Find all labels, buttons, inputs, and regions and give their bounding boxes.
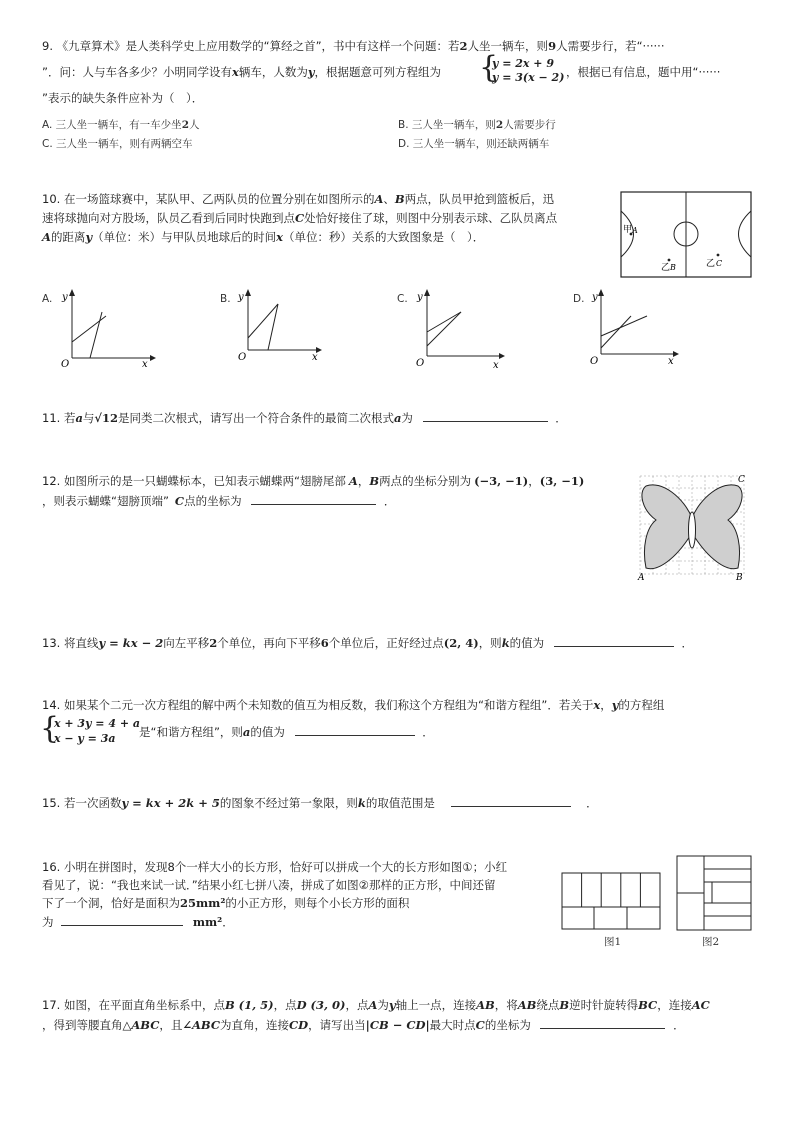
q11-answer-blank[interactable]	[423, 409, 548, 422]
q17-answer-blank[interactable]	[540, 1016, 665, 1029]
butterfly-right-wing	[692, 485, 742, 569]
q12-line-1: 12. 如图所示的是一只蝴蝶标本，已知表示蝴蝶两“翅膀尾部 A，B两点的坐标分别为 (−3, −1)，(3, −1)	[42, 474, 585, 488]
q17-line-2: ，得到等腰直角△ABC，且∠ABC为直角，连接CD，请写出当|CB − CD|最大时点C的坐标为 ．	[42, 1018, 685, 1032]
q14-line-1: 14. 如果某个二元一次方程组的解中两个未知数的值互为相反数，我们称这个方程组为“和谐方程组”．若关于x，y的方程组	[42, 698, 665, 712]
q16-line-2: 看见了，说：“我也来试一试．”结果小红七拼八凑，拼成了如图②那样的正方形，中间还留	[42, 878, 496, 892]
q9-option-d: D. 三人坐一辆车，则还缺两辆车	[398, 138, 550, 150]
fig1-caption: 图1	[604, 936, 622, 948]
butterfly-left-wing	[642, 485, 692, 569]
butterfly-figure	[632, 470, 754, 584]
graph-d-x-label: x	[668, 356, 674, 367]
q10-line-2: 速将球抛向对方股场，队员乙看到后同时快跑到点C处恰好接住了球，则图中分别表示球、乙队员离点	[42, 211, 558, 225]
q17-line-1: 17. 如图，在平面直角坐标系中，点B (1, 5)，点D (3, 0)，点A为y轴上一点，连接AB，将AB绕点B逆时针旋转得BC，连接AC	[42, 998, 710, 1012]
q9-system-eq2: y = 3(x − 2)	[492, 71, 565, 84]
court-label-yi-2: 乙	[706, 259, 716, 269]
q16-answer-blank[interactable]	[61, 913, 183, 926]
q10-line-3: A的距离y（单位：米）与甲队员地球后的时间x（单位：秒）关系的大致图象是（ ）．	[42, 230, 485, 244]
q14-line-2: 是“和谐方程组”，则a的值为 ．	[139, 725, 434, 739]
graph-a-line-1	[72, 316, 106, 342]
court-point-c	[717, 254, 720, 257]
basketball-court-figure	[620, 191, 752, 278]
q10-option-b-label: B.	[220, 293, 231, 305]
q10-graph-c	[413, 286, 508, 370]
q9-option-c: C. 三人坐一辆车，则有两辆空车	[42, 138, 193, 150]
q9-option-a: A. 三人坐一辆车，有一车少坐2人	[42, 119, 200, 131]
graph-c-y-label: y	[417, 292, 423, 303]
graph-a-origin-label: O	[61, 359, 70, 368]
q15-line: 15. 若一次函数y = kx + 2k + 5的图象不经过第一象限，则k的取值范围是 ．	[42, 796, 598, 810]
graph-b-x-label: x	[312, 352, 318, 363]
butterfly-label-a: A	[638, 573, 645, 583]
fig1-outline	[562, 873, 660, 929]
court-label-b: B	[670, 263, 676, 272]
graph-c-origin-label: O	[416, 358, 425, 369]
q14-system-brace: {	[40, 711, 60, 746]
graph-b-line-2	[268, 304, 278, 350]
q10-line-1: 10. 在一场篮球赛中，某队甲、乙两队员的位置分别在如图所示的A、B两点，队员甲抢到篮板后，迅	[42, 192, 555, 206]
graph-d-origin-label: O	[590, 356, 599, 367]
court-label-c: C	[716, 259, 723, 268]
puzzle-figure-1	[561, 872, 663, 932]
q12-answer-blank[interactable]	[251, 492, 376, 505]
q16-line-4: 为 mm²．	[42, 915, 234, 929]
graph-a-line-2	[90, 312, 102, 358]
fig2-hole	[704, 882, 712, 903]
fig2-caption: 图2	[702, 936, 720, 948]
q9-system-brace: {	[479, 50, 499, 85]
court-label-a: A	[632, 226, 638, 235]
q16-line-3: 下了一个洞，恰好是面积为25mm²的小正方形，则每个小长方形的面积	[42, 896, 410, 910]
court-label-jia: 甲	[623, 225, 633, 235]
puzzle-figure-2	[676, 855, 754, 933]
q11-line: 11. 若a与√12是同类二次根式，请写出一个符合条件的最简二次根式a为 ．	[42, 411, 567, 425]
q14-answer-blank[interactable]	[295, 723, 415, 736]
q9-line-2: ”．问：人与车各多少？小明同学设有x辆车，人数为y，根据题意可列方程组为	[42, 65, 442, 79]
butterfly-body	[689, 512, 696, 548]
q10-graph-d	[589, 286, 684, 368]
q12-line-2: ，则表示蝴蝶“翅膀顶端” C点的坐标为 ．	[42, 494, 396, 508]
graph-b-origin-label: O	[238, 352, 247, 363]
graph-b-y-label: y	[238, 292, 244, 303]
q10-option-c-label: C.	[397, 293, 408, 305]
butterfly-label-c: C	[738, 475, 745, 485]
graph-c-x-label: x	[493, 360, 499, 370]
q16-line-1: 16. 小明在拼图时，发现8个一样大小的长方形，恰好可以拼成一个大的长方形如图①；小红	[42, 860, 508, 874]
q10-option-a-label: A.	[42, 293, 53, 305]
graph-d-y-label: y	[592, 292, 598, 303]
q9-option-b: B. 三人坐一辆车，则2人需要步行	[398, 119, 556, 131]
q14-system-eq2: x − y = 3a	[54, 732, 116, 745]
q15-answer-blank[interactable]	[451, 794, 571, 807]
graph-d-line-1	[601, 316, 647, 336]
court-point-b	[668, 259, 671, 262]
court-label-yi-1: 乙	[661, 263, 671, 273]
q13-answer-blank[interactable]	[554, 634, 674, 647]
graph-a-y-label: y	[62, 292, 68, 303]
q14-system-eq1: x + 3y = 4 + a	[54, 717, 141, 730]
q9-line-2-tail: ，根据已有信息，题中用“······	[566, 65, 721, 79]
graph-d-line-2	[601, 316, 631, 348]
graph-a-x-label: x	[142, 359, 148, 368]
graph-b-line-1	[248, 304, 278, 338]
q13-line: 13. 将直线y = kx − 2向左平移2个单位，再向下平移6个单位后，正好经过点(2, 4)，则k的值为 ．	[42, 636, 693, 650]
q10-graph-b	[236, 286, 331, 368]
q9-line-3: ”表示的缺失条件应补为（ ）．	[42, 91, 204, 105]
q10-graph-a	[58, 286, 158, 368]
butterfly-label-b: B	[736, 573, 743, 583]
q9-system-eq1: y = 2x + 9	[492, 57, 555, 70]
q10-option-d-label: D.	[573, 293, 585, 305]
q9-line-1: 9. 《九章算术》是人类科学史上应用数学的“算经之首”，书中有这样一个问题：若2人坐一辆车，则9人需要步行，若“······	[42, 39, 665, 53]
